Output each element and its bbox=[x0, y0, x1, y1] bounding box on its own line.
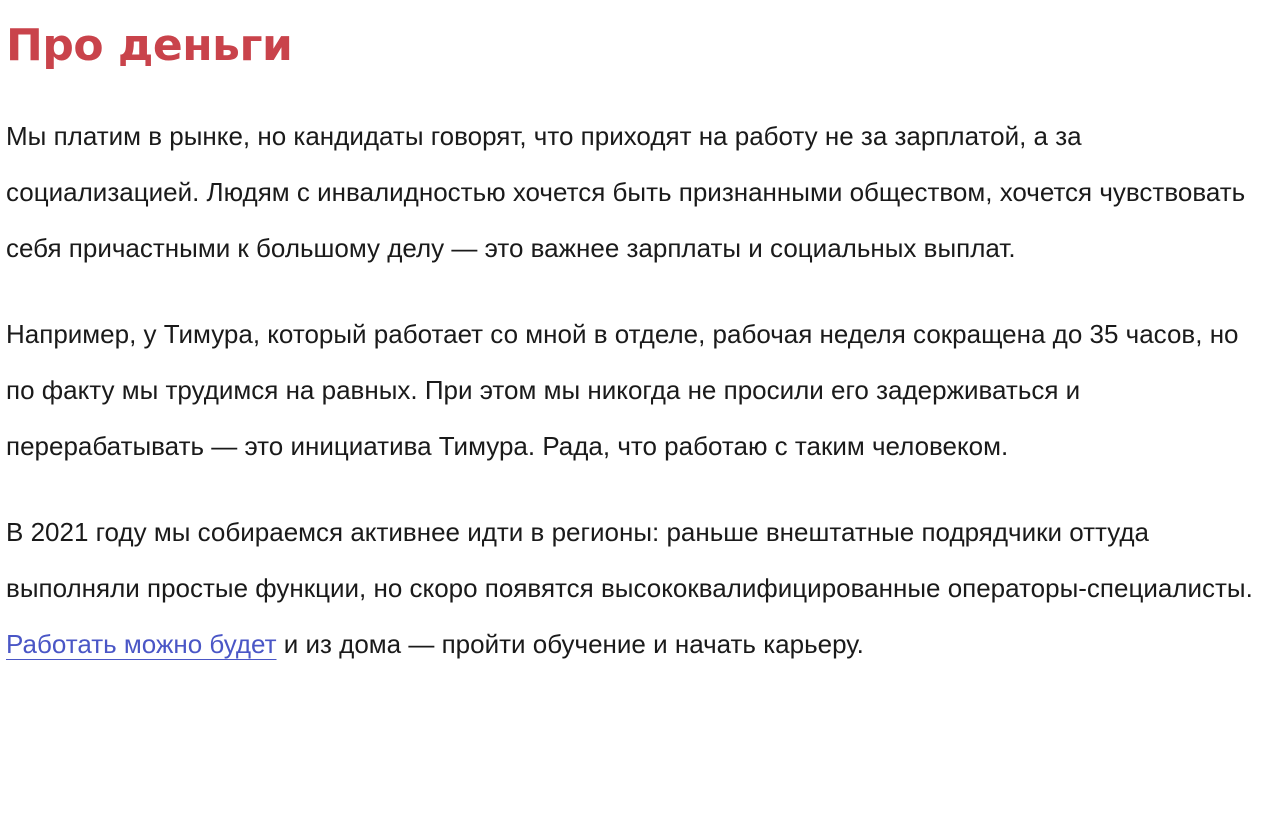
article-heading: Про деньги bbox=[6, 20, 293, 71]
paragraph-regions-text-after: и из дома — пройти обучение и начать карьеру. bbox=[276, 629, 864, 659]
paragraph-salary: Мы платим в рынке, но кандидаты говорят, что приходят на работу не за зарплатой, а за социализацией. Людям с инвалидностью хочется быть признанными обществом, хочется чувствовать себя причастными к большому делу — это важнее зарплаты и социальных выплат. bbox=[6, 121, 1246, 263]
paragraph-regions bbox=[6, 504, 1274, 672]
paragraph-regions-text-before: В 2021 году мы собираемся активнее идти в регионы: раньше внештатные подрядчики оттуда выполняли простые функции, но скоро появятся высококвалифицированные операторы-специалисты. bbox=[6, 517, 1253, 603]
paragraph-timur: Например, у Тимура, который работает со мной в отделе, рабочая неделя сокращена до 35 часов, но по факту мы трудимся на равных. При этом мы никогда не просили его задерживаться и перерабатывать — это инициатива Тимура. Рада, что работаю с таким человеком. bbox=[6, 319, 1239, 461]
remote-work-link[interactable]: Работать можно будет bbox=[6, 629, 277, 659]
article bbox=[6, 0, 1274, 672]
